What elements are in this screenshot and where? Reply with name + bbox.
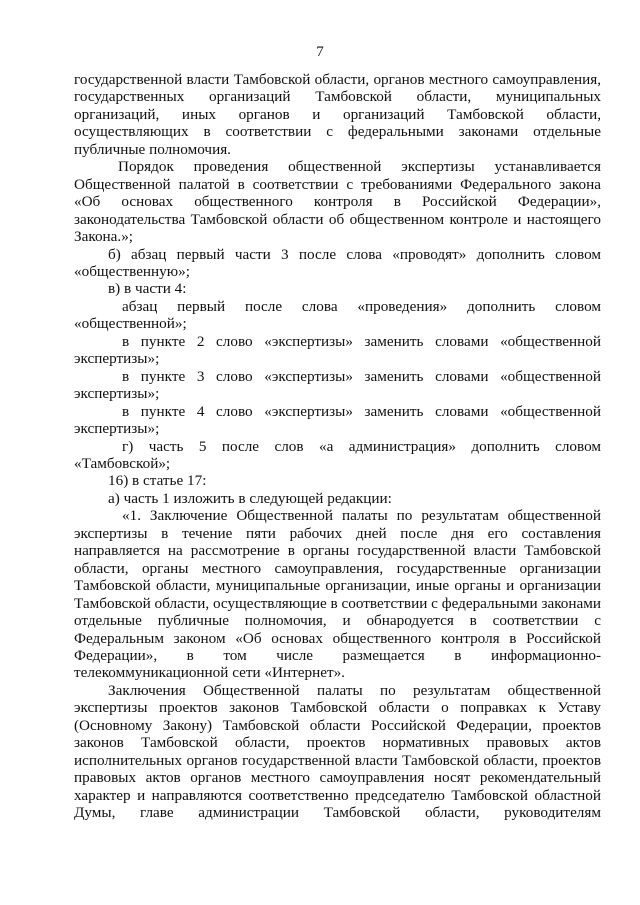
paragraph: г) часть 5 после слов «а администрация» дополнить словом «Тамбовской»; [74, 437, 601, 472]
paragraph: в) в части 4: [108, 280, 187, 298]
paragraph: 16) в статье 17: [108, 472, 207, 490]
paragraph: б) абзац первый части 3 после слова «проводят» дополнить словом «общественную»; [74, 245, 601, 280]
paragraph: а) часть 1 изложить в следующей редакции: [108, 489, 392, 507]
paragraph: в пункте 4 слово «экспертизы» заменить словами «общественной экспертизы»; [74, 402, 601, 438]
paragraph: абзац первый после слова «проведения» дополнить словом «общественной»; [74, 297, 601, 333]
paragraph: «1. Заключение Общественной палаты по результатам общественной экспертизы в течение пяти рабочих дней после дня его составления направляется на рассмотрение в органы государственной власти Тамбовской области, органы местного самоуправления, государственные организации Тамбовской области, муниципальные организации, иные органы и организации Тамбовской области, осуществляющие в соответствии с федеральными законами отдельные публичные полномочия, и обнародуется в соответствии с Федеральным законом «Об основах общественного контроля в Российской Федерации», в том числе размещается в информационно-телекоммуникационной сети «Интернет». [74, 507, 601, 682]
document-body [74, 71, 601, 821]
paragraph: Заключения Общественной палаты по результатам общественной экспертизы проектов законов Тамбовской области о поправках к Уставу (Основному Закону) Тамбовской области Российской Федерации, проектов законов Тамбовской области, проектов нормативных правовых актов исполнительных органов государственной власти Тамбовской области, проектов правовых актов органов местного самоуправления носят рекомендательный характер и направляются соответственно председателю Тамбовской областной Думы, главе администрации Тамбовской области, руководителям [74, 681, 601, 822]
paragraph: государственной власти Тамбовской области, органов местного самоуправления, государственных организаций Тамбовской области, муниципальных организаций, иных органов и организаций Тамбовской области, осуществляющих в соответствии с федеральными законами отдельные публичные полномочия. [74, 71, 601, 158]
paragraph: в пункте 3 слово «экспертизы» заменить словами «общественной экспертизы»; [74, 367, 601, 403]
paragraph: Порядок проведения общественной экспертизы устанавливается Общественной палатой в соответствии с требованиями Федерального закона «Об основах общественного контроля в Российской Федерации», законодательства Тамбовской области об общественном контроле и настоящего Закона.»; [74, 158, 601, 246]
paragraph: в пункте 2 слово «экспертизы» заменить словами «общественной экспертизы»; [74, 332, 601, 368]
page-number: 7 [316, 44, 324, 60]
